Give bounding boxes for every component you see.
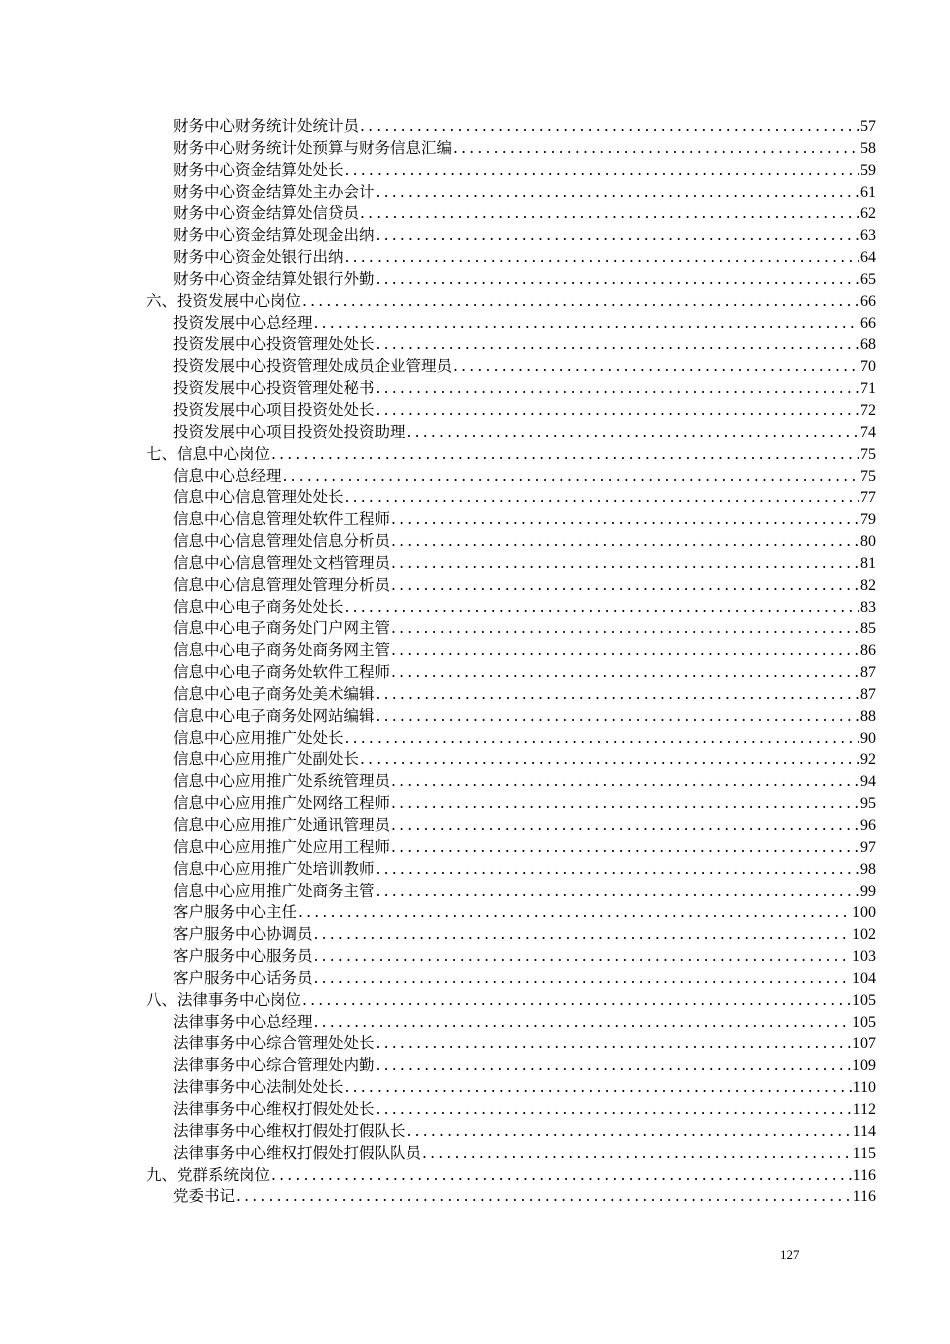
toc-dot-leader	[407, 1121, 852, 1143]
toc-dot-leader	[376, 1055, 851, 1077]
toc-entry[interactable]	[146, 968, 876, 990]
toc-entry[interactable]	[146, 116, 876, 138]
toc-entry-page-number: 110	[852, 1079, 876, 1097]
toc-entry[interactable]	[146, 269, 876, 291]
toc-entry-page-number: 72	[860, 401, 876, 419]
toc-entry[interactable]	[146, 487, 876, 509]
toc-entry[interactable]	[146, 793, 876, 815]
toc-entry-title: 信息中心应用推广处处长	[173, 728, 344, 747]
toc-entry[interactable]	[146, 706, 876, 728]
toc-entry-page-number: 83	[860, 598, 876, 616]
toc-section-entry[interactable]	[146, 291, 876, 313]
toc-entry-page-number: 79	[860, 511, 876, 529]
toc-entry-title: 信息中心电子商务处网站编辑	[173, 706, 375, 725]
toc-entry-title: 信息中心信息管理处信息分析员	[173, 532, 391, 551]
toc-entry-title: 财务中心资金结算处主办会计	[173, 182, 375, 201]
toc-entry-title: 六、投资发展中心岗位	[146, 291, 302, 310]
toc-entry-title: 投资发展中心投资管理处成员企业管理员	[173, 357, 453, 376]
toc-entry[interactable]	[146, 138, 876, 160]
toc-entry-page-number: 103	[852, 948, 876, 966]
toc-entry[interactable]	[146, 1121, 876, 1143]
toc-entry-title: 法律事务中心综合管理处内勤	[173, 1056, 375, 1075]
toc-entry[interactable]	[146, 618, 876, 640]
toc-entry[interactable]	[146, 313, 876, 335]
toc-entry[interactable]	[146, 859, 876, 881]
toc-entry[interactable]	[146, 466, 876, 488]
toc-dot-leader	[407, 422, 859, 444]
toc-dot-leader	[376, 1099, 852, 1121]
toc-entry-title: 财务中心财务统计处统计员	[173, 117, 360, 135]
toc-dot-leader	[391, 531, 859, 553]
toc-dot-leader	[345, 728, 859, 750]
toc-dot-leader	[376, 269, 859, 291]
toc-section-entry[interactable]	[146, 444, 876, 466]
toc-dot-leader	[391, 553, 859, 575]
toc-entry[interactable]	[146, 553, 876, 575]
toc-entry-title: 投资发展中心投资管理处处长	[173, 335, 375, 354]
toc-entry-title: 投资发展中心项目投资处处长	[173, 400, 375, 419]
toc-dot-leader	[314, 968, 851, 990]
toc-entry[interactable]	[146, 531, 876, 553]
toc-entry-title: 信息中心应用推广处商务主管	[173, 881, 375, 900]
toc-entry-page-number: 95	[860, 795, 876, 813]
toc-entry-page-number: 105	[852, 1013, 876, 1031]
toc-entry-title: 九、党群系统岗位	[146, 1165, 271, 1184]
toc-entry-page-number: 71	[860, 380, 876, 398]
toc-entry-title: 法律事务中心法制处处长	[173, 1078, 344, 1097]
toc-entry-page-number: 66	[860, 314, 876, 332]
toc-entry-page-number: 90	[860, 729, 876, 747]
toc-entry-title: 财务中心资金结算处银行外勤	[173, 269, 375, 288]
toc-entry-title: 客户服务中心话务员	[173, 968, 313, 987]
toc-dot-leader	[345, 487, 859, 509]
toc-entry-page-number: 86	[860, 642, 876, 660]
toc-entry[interactable]	[146, 662, 876, 684]
toc-dot-leader	[360, 749, 859, 771]
toc-entry-title: 投资发展中心投资管理处秘书	[173, 379, 375, 398]
toc-entry[interactable]	[146, 1012, 876, 1034]
toc-dot-leader	[314, 946, 851, 968]
table-of-contents	[146, 116, 876, 1208]
toc-entry-title: 信息中心应用推广处通讯管理员	[173, 816, 391, 834]
toc-entry-page-number: 96	[860, 817, 876, 834]
toc-entry-title: 法律事务中心总经理	[173, 1012, 313, 1031]
toc-section-entry[interactable]	[146, 1165, 876, 1187]
toc-entry-page-number: 102	[852, 926, 876, 944]
toc-entry[interactable]	[146, 356, 876, 378]
toc-entry-title: 信息中心应用推广处培训教师	[173, 859, 375, 878]
toc-entry[interactable]	[146, 684, 876, 706]
toc-entry[interactable]	[146, 837, 876, 859]
toc-dot-leader	[271, 444, 859, 466]
toc-entry-title: 信息中心信息管理处处长	[173, 488, 344, 507]
toc-entry[interactable]	[146, 509, 876, 531]
toc-entry-title: 投资发展中心项目投资处投资助理	[173, 422, 406, 441]
toc-entry[interactable]	[146, 924, 876, 946]
toc-dot-leader	[314, 924, 851, 946]
toc-entry-page-number: 94	[860, 773, 876, 791]
toc-entry-page-number: 82	[860, 576, 876, 594]
toc-dot-leader	[453, 356, 859, 378]
toc-entry-page-number: 75	[860, 445, 876, 463]
toc-dot-leader	[283, 466, 859, 488]
toc-entry-page-number: 77	[860, 489, 876, 507]
toc-dot-leader	[345, 1077, 852, 1099]
toc-dot-leader	[376, 225, 859, 247]
toc-entry-page-number: 74	[860, 423, 876, 441]
toc-entry-title: 客户服务中心服务员	[173, 947, 313, 966]
toc-entry-title: 信息中心应用推广处应用工程师	[173, 837, 391, 856]
toc-entry-page-number: 65	[860, 270, 876, 288]
toc-entry[interactable]	[146, 749, 876, 771]
toc-entry-page-number: 62	[860, 205, 876, 223]
toc-entry-title: 法律事务中心综合管理处处长	[173, 1034, 375, 1053]
toc-dot-leader	[391, 618, 859, 640]
toc-entry-page-number: 66	[860, 292, 876, 310]
toc-entry-title: 信息中心应用推广处网络工程师	[173, 794, 391, 813]
toc-entry-page-number: 88	[860, 707, 876, 725]
toc-entry-page-number: 81	[860, 554, 876, 572]
toc-entry[interactable]	[146, 203, 876, 225]
toc-entry-title: 党委书记	[173, 1187, 236, 1206]
toc-entry[interactable]	[146, 597, 876, 619]
toc-entry-page-number: 98	[860, 860, 876, 878]
toc-entry[interactable]	[146, 1099, 876, 1121]
toc-entry[interactable]	[146, 771, 876, 793]
toc-entry[interactable]	[146, 881, 876, 903]
toc-dot-leader	[376, 378, 859, 400]
toc-entry-title: 信息中心信息管理处软件工程师	[173, 510, 391, 529]
toc-entry-title: 信息中心应用推广处系统管理员	[173, 772, 391, 791]
toc-entry-title: 财务中心资金处银行出纳	[173, 248, 344, 267]
toc-dot-leader	[236, 1186, 852, 1208]
toc-entry-page-number: 87	[860, 664, 876, 682]
toc-entry-page-number: 64	[860, 249, 876, 267]
toc-dot-leader	[391, 771, 859, 793]
toc-entry[interactable]	[146, 400, 876, 422]
toc-entry-page-number: 80	[860, 533, 876, 551]
toc-entry[interactable]	[146, 640, 876, 662]
toc-dot-leader	[271, 1165, 852, 1187]
toc-entry-title: 法律事务中心维权打假处处长	[173, 1099, 375, 1118]
toc-entry-page-number: 85	[860, 620, 876, 638]
toc-entry[interactable]	[146, 160, 876, 182]
toc-entry-title: 信息中心电子商务处美术编辑	[173, 684, 375, 703]
toc-dot-leader	[391, 815, 859, 837]
toc-entry-page-number: 61	[860, 183, 876, 201]
toc-dot-leader	[376, 182, 859, 204]
toc-dot-leader	[314, 1012, 851, 1034]
toc-entry-page-number: 115	[852, 1144, 876, 1162]
toc-entry[interactable]	[146, 902, 876, 924]
toc-dot-leader	[391, 662, 859, 684]
toc-entry-title: 财务中心财务统计处预算与财务信息汇编	[173, 138, 453, 157]
toc-entry-page-number: 112	[852, 1100, 876, 1118]
toc-dot-leader	[376, 1033, 851, 1055]
toc-entry-page-number: 59	[860, 161, 876, 179]
toc-entry-title: 信息中心信息管理处管理分析员	[173, 575, 391, 594]
toc-entry[interactable]	[146, 225, 876, 247]
toc-entry[interactable]	[146, 815, 876, 837]
toc-entry-title: 信息中心电子商务处软件工程师	[173, 663, 391, 682]
toc-entry-title: 信息中心信息管理处文档管理员	[173, 553, 391, 572]
toc-entry-title: 财务中心资金结算处处长	[173, 160, 344, 179]
toc-entry-page-number: 68	[860, 336, 876, 354]
toc-dot-leader	[376, 706, 859, 728]
toc-dot-leader	[453, 138, 859, 160]
toc-dot-leader	[422, 1143, 852, 1165]
toc-dot-leader	[302, 291, 859, 313]
toc-entry-page-number: 107	[852, 1035, 876, 1053]
toc-entry-page-number: 57	[860, 118, 876, 135]
toc-entry-page-number: 87	[860, 685, 876, 703]
toc-dot-leader	[376, 684, 859, 706]
toc-entry-page-number: 99	[860, 882, 876, 900]
toc-dot-leader	[391, 640, 859, 662]
toc-entry-page-number: 116	[852, 1188, 876, 1206]
toc-entry[interactable]	[146, 575, 876, 597]
toc-dot-leader	[376, 859, 859, 881]
toc-dot-leader	[298, 902, 851, 924]
toc-dot-leader	[376, 881, 859, 903]
toc-entry[interactable]	[146, 334, 876, 356]
toc-entry[interactable]	[146, 1077, 876, 1099]
toc-entry[interactable]	[146, 1186, 876, 1208]
toc-dot-leader	[391, 575, 859, 597]
toc-entry-title: 财务中心资金结算处信贷员	[173, 204, 360, 223]
toc-dot-leader	[360, 203, 859, 225]
toc-dot-leader	[345, 247, 859, 269]
toc-entry-title: 法律事务中心维权打假处打假队长	[173, 1121, 406, 1140]
toc-dot-leader	[376, 334, 859, 356]
toc-entry-page-number: 109	[852, 1057, 876, 1075]
toc-entry-title: 七、信息中心岗位	[146, 444, 271, 463]
toc-entry[interactable]	[146, 728, 876, 750]
toc-entry-title: 信息中心电子商务处商务网主管	[173, 641, 391, 660]
toc-entry-title: 法律事务中心维权打假处打假队队员	[173, 1143, 422, 1162]
toc-entry-title: 八、法律事务中心岗位	[146, 990, 302, 1009]
toc-entry-title: 信息中心应用推广处副处长	[173, 750, 360, 769]
toc-entry-page-number: 100	[852, 904, 876, 922]
toc-entry[interactable]	[146, 1033, 876, 1055]
toc-dot-leader	[376, 400, 859, 422]
toc-entry-page-number: 58	[860, 139, 876, 157]
toc-entry-title: 投资发展中心总经理	[173, 313, 313, 332]
toc-entry[interactable]	[146, 1055, 876, 1077]
toc-entry-title: 财务中心资金结算处现金出纳	[173, 226, 375, 245]
toc-entry[interactable]	[146, 182, 876, 204]
toc-dot-leader	[302, 990, 851, 1012]
toc-entry-page-number: 92	[860, 751, 876, 769]
toc-entry-title: 信息中心电子商务处处长	[173, 597, 344, 616]
toc-entry-page-number: 105	[852, 991, 876, 1009]
toc-entry-page-number: 104	[852, 969, 876, 987]
page-number: 127	[780, 1247, 800, 1262]
toc-entry-title: 客户服务中心协调员	[173, 925, 313, 944]
toc-entry[interactable]	[146, 247, 876, 269]
toc-entry-page-number: 70	[860, 358, 876, 376]
toc-entry[interactable]	[146, 422, 876, 444]
toc-entry-page-number: 75	[860, 467, 876, 485]
toc-dot-leader	[391, 509, 859, 531]
toc-section-entry[interactable]	[146, 990, 876, 1012]
toc-dot-leader	[391, 793, 859, 815]
toc-entry-page-number: 97	[860, 838, 876, 856]
toc-entry-title: 客户服务中心主任	[173, 903, 298, 922]
toc-entry[interactable]	[146, 946, 876, 968]
toc-entry-title: 信息中心电子商务处门户网主管	[173, 619, 391, 638]
toc-entry-title: 信息中心总经理	[173, 466, 282, 485]
toc-entry-page-number: 114	[852, 1122, 876, 1140]
toc-dot-leader	[345, 160, 859, 182]
toc-dot-leader	[391, 837, 859, 859]
toc-dot-leader	[360, 116, 859, 138]
toc-entry[interactable]	[146, 1143, 876, 1165]
toc-dot-leader	[314, 313, 859, 335]
toc-entry[interactable]	[146, 378, 876, 400]
toc-entry-page-number: 63	[860, 227, 876, 245]
toc-entry-page-number: 116	[852, 1166, 876, 1184]
toc-dot-leader	[345, 597, 859, 619]
